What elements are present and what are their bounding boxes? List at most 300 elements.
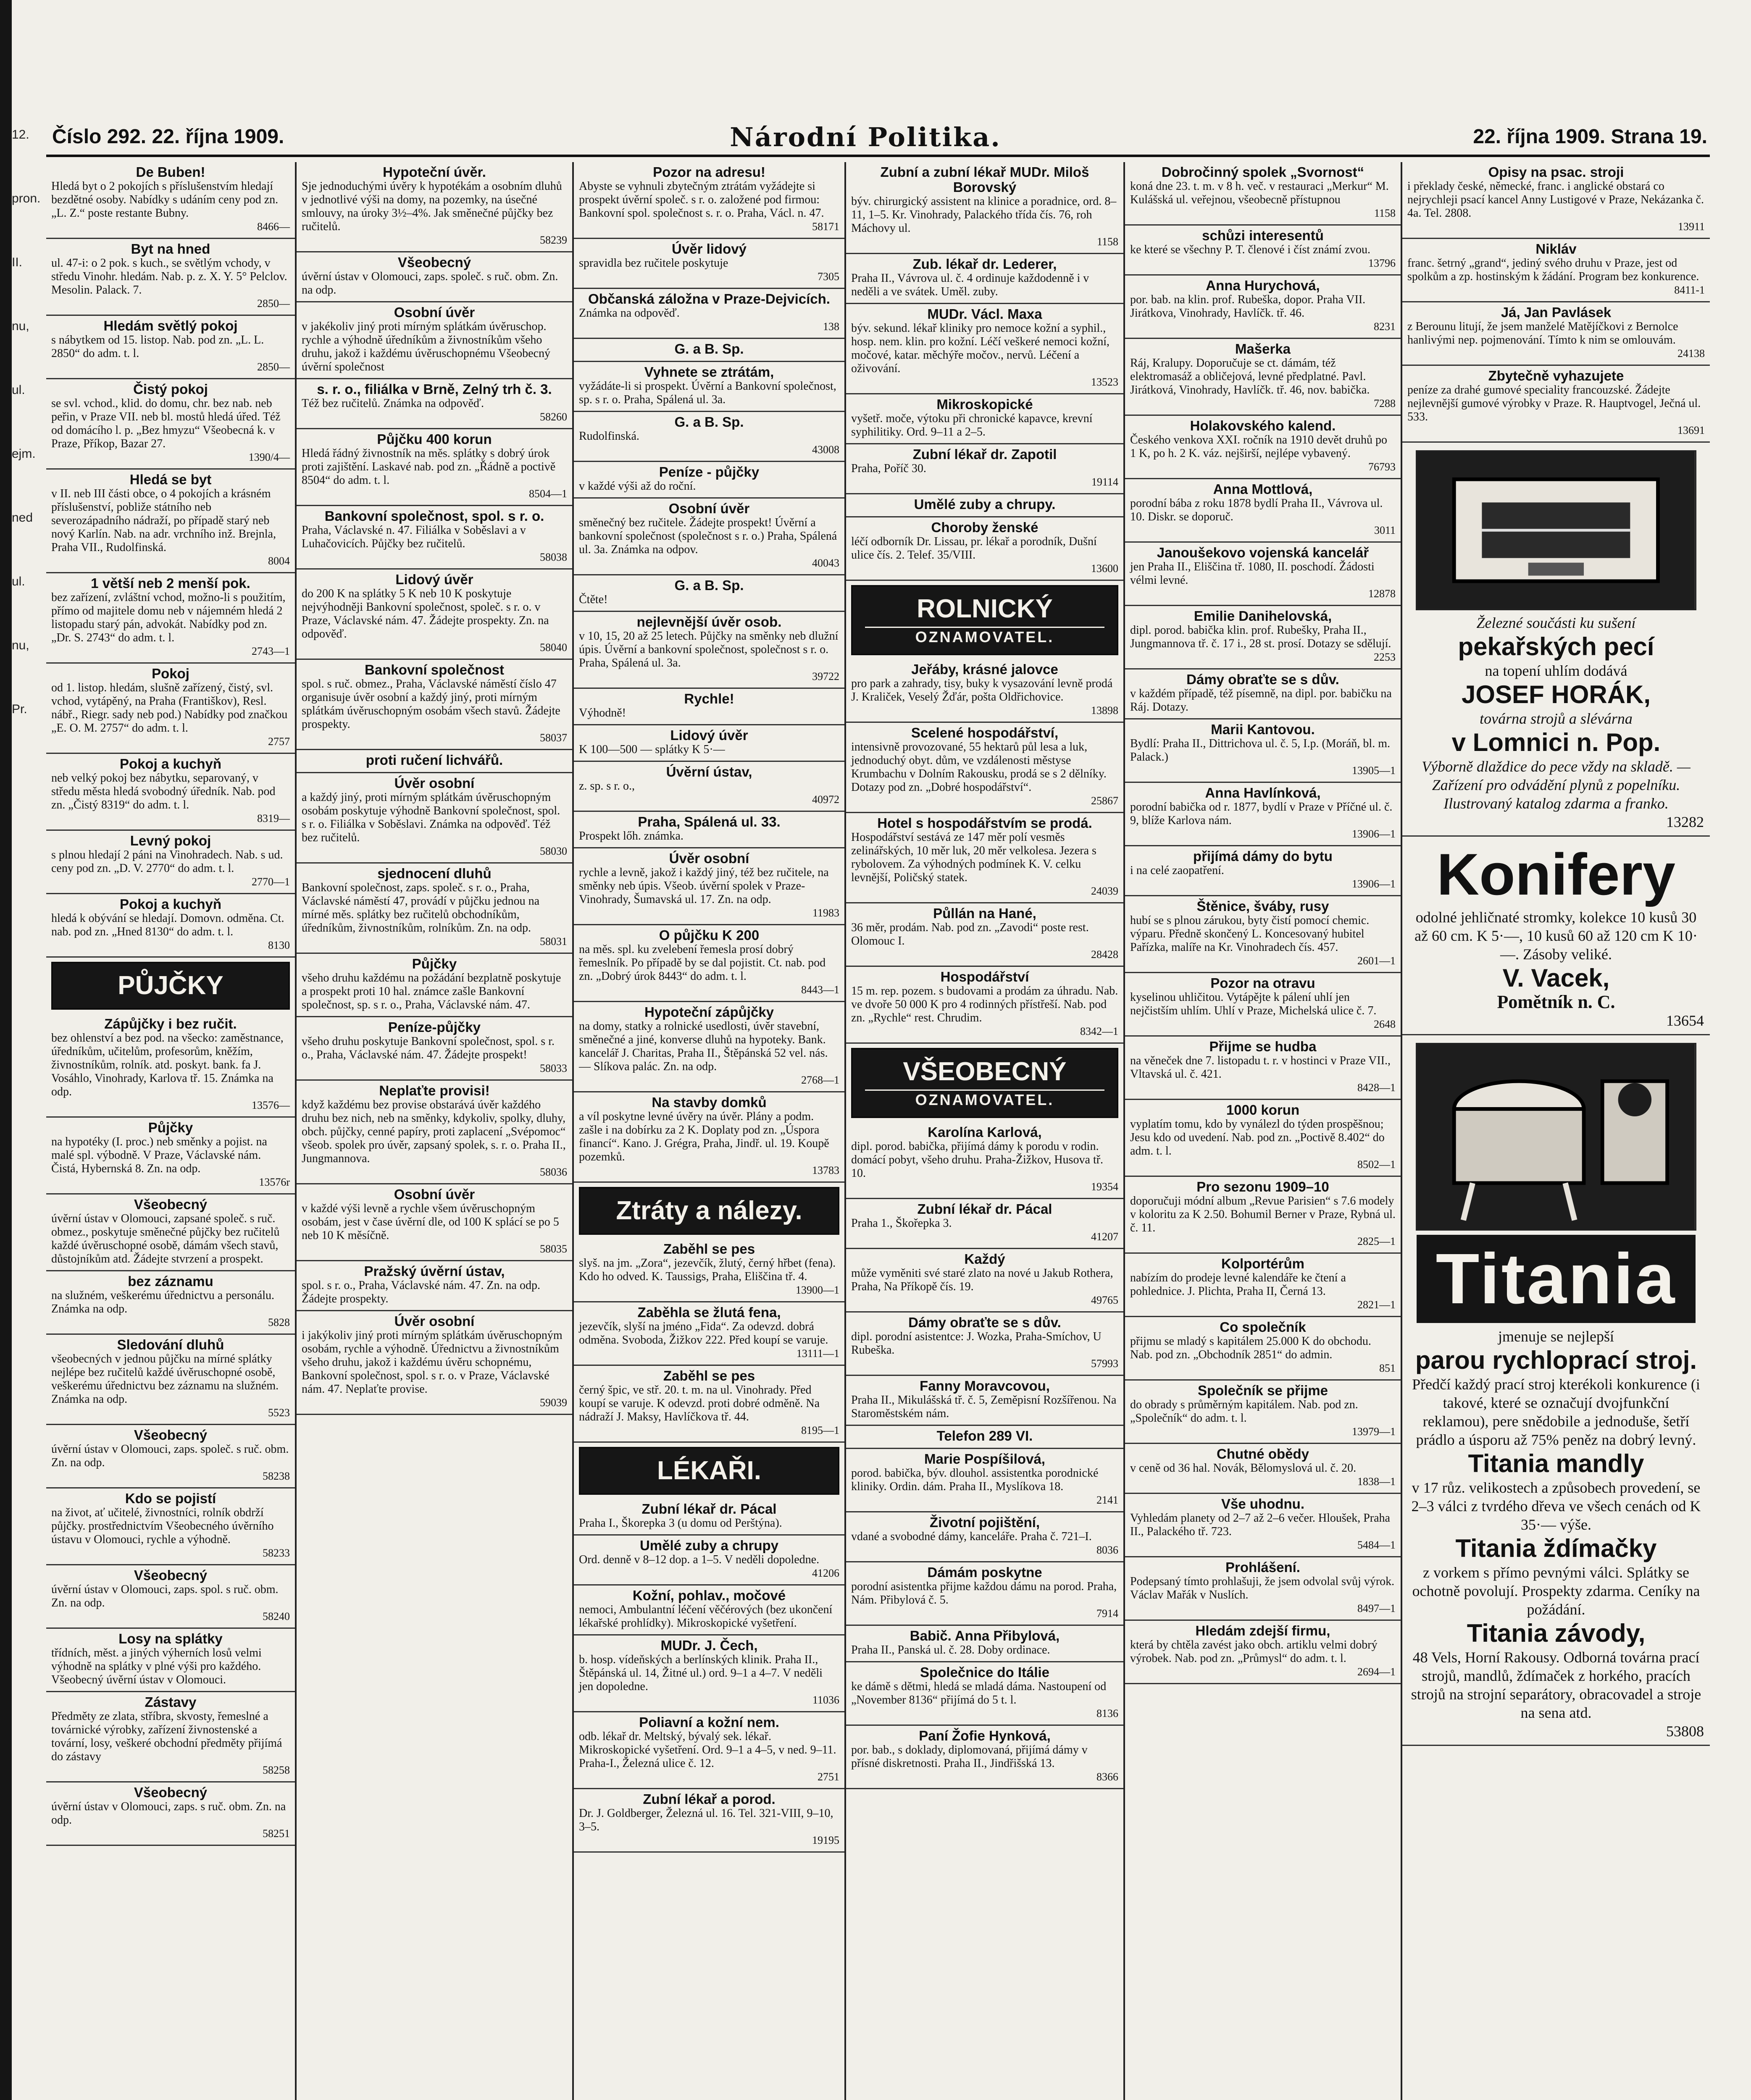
ad-number: 58031 — [540, 935, 567, 948]
classified-ad — [46, 1271, 295, 1335]
ad-headline: Karolína Karlová, — [928, 1124, 1042, 1140]
ad-headline: Anna Havlínková, — [1205, 785, 1321, 801]
ad-headline: Hledám zdejší firmu, — [1195, 1623, 1330, 1638]
ad-headline: Holakovského kalend. — [1190, 418, 1336, 433]
ad-headline: MUDr. J. Čech, — [660, 1638, 758, 1653]
classified-ad — [46, 754, 295, 831]
ad-number: 1158 — [1374, 207, 1396, 219]
classified-ad — [46, 239, 295, 316]
ad-headline: Bankovní společnost, spol. s r. o. — [324, 508, 544, 524]
ad-text: směnečný bez ručitele. Žádejte prospekt! Úvěrní a bankovní společnost (společnost s r. o.) Praha, Spálená ul. 3a. Známka na odpov. — [579, 516, 837, 556]
ad-headline: Všeobecný — [397, 255, 471, 270]
ad-number: 138 — [823, 320, 839, 333]
ad-number: 58038 — [540, 551, 567, 563]
ad-number: 58030 — [540, 845, 567, 857]
classified-ad — [297, 252, 572, 302]
ad-headline: Jeřáby, krásné jalovce — [911, 662, 1058, 677]
classified-ad — [846, 1512, 1123, 1562]
ad-headline: schůzi interesentů — [1202, 228, 1324, 243]
ad-headline: Společník se přijme — [1198, 1383, 1328, 1398]
ad-number: 2648 — [1374, 1018, 1396, 1030]
ad-headline: Pokoj a kuchyň — [119, 756, 222, 772]
ad-text: ke dámě s dětmi, hledá se mladá dáma. Nastoupení od „November 8136“ přijímá do 5 t. l. — [851, 1680, 1107, 1706]
ad-text: spol. s ruč. obmez., Praha, Václavské náměstí číslo 47 organisuje úvěr osobní a každý jiný, proti mírným splátkám úvěruschopným osobám všech stavů. Žádejte prospekty. — [302, 677, 560, 731]
ad-number: 57993 — [1091, 1357, 1118, 1370]
ad-number: 8319— — [257, 812, 290, 824]
advert-line: pekařských pecí — [1458, 632, 1654, 661]
classified-ad — [297, 864, 572, 954]
ad-number: 13796 — [1368, 257, 1396, 269]
advert-line: parou rychloprací stroj. — [1415, 1346, 1697, 1375]
ad-text: v II. neb III části obce, o 4 pokojích a krásném příslušenství, pobliže státního neb severozápadního nádraží, po případě starý neb nový Karlín. Nab. na adr. vrchního inž. Brejnla, Praha VII., Rudolfinská. — [51, 487, 276, 554]
ad-number: 58036 — [540, 1166, 567, 1178]
ad-headline: G. a B. Sp. — [674, 341, 744, 357]
oven-illustration-frame — [1416, 450, 1696, 610]
ad-headline: Osobní úvěr — [668, 501, 750, 516]
ad-number: 13906—1 — [1352, 828, 1396, 840]
ad-headline: Zbytečně vyhazujete — [1488, 368, 1624, 383]
classified-ad — [297, 302, 572, 379]
newspaper-page — [46, 122, 1710, 2100]
ad-text: s plnou hledají 2 páni na Vinohradech. Nab. s ud. ceny pod zn. „D. V. 2770“ do adm. t. l. — [51, 848, 283, 875]
classified-ad — [846, 723, 1123, 813]
ad-headline: Kožní, pohlav., močové — [632, 1588, 786, 1603]
ad-headline: Opisy na psac. stroji — [1488, 164, 1624, 180]
ad-number: 8004 — [268, 555, 290, 567]
ad-text: Praha II., Vávrova ul. č. 4 ordinuje každodenně i v neděli a ve svátek. Uměl. zuby. — [851, 272, 1089, 298]
ad-text: může vyměniti své staré zlato na nové u Jakub Rothera, Praha, Na Příkopě čís. 19. — [851, 1267, 1113, 1293]
edge-fragment: nu, — [12, 319, 29, 333]
ad-number: 2825—1 — [1357, 1235, 1396, 1247]
ad-text: která by chtěla zavést jako obch. artiklu velmi dobrý výrobek. Nab. pod zn. „Průmysl“ do adm. t. l. — [1130, 1638, 1378, 1665]
ad-headline: Kdo se pojistí — [125, 1491, 216, 1506]
ad-number: 13600 — [1091, 562, 1118, 575]
ad-headline: Co společník — [1220, 1319, 1306, 1335]
ad-number: 8502—1 — [1357, 1158, 1396, 1171]
classified-ad — [46, 664, 295, 754]
edge-fragment: ned — [12, 511, 33, 525]
ad-text: na hypotéky (I. proc.) neb směnky a pojist. na malé spl. výbodně. V Praze, Václavské nám. Čistá, Hybernská 8. Zn. na odp. — [51, 1135, 267, 1175]
ad-number: 2821—1 — [1357, 1299, 1396, 1311]
classified-ad — [1125, 783, 1401, 846]
classified-ad — [46, 379, 295, 470]
edge-fragment: II. — [12, 255, 23, 269]
classified-ad — [46, 162, 295, 239]
ad-text: všeho druhu poskytuje Bankovní společnost, spol. s r. o., Praha, Václavské nám. 47. Žádejte prospekt! — [302, 1035, 555, 1061]
ad-text: por. bab., s doklady, diplomovaná, přijímá dámy v přísné diskretnosti. Praha II., Jindřišská 13. — [851, 1743, 1088, 1770]
ad-number: 13898 — [1091, 704, 1118, 717]
ad-headline: Peníze - půjčky — [659, 464, 760, 480]
ad-number: 8231 — [1374, 320, 1396, 333]
ad-number: 8036 — [1096, 1544, 1118, 1556]
classified-ad — [574, 762, 844, 812]
classified-ad — [297, 1184, 572, 1261]
ad-number: 24138 — [1677, 347, 1705, 360]
ad-text: všeobecných v jednou půjčku na mírné splátky nejlépe bez ručitelů každé úvěruschopné osobě, veškerému úřednictvu bez záznamu na služném. Známka na odp. — [51, 1352, 279, 1406]
classified-ad — [1125, 846, 1401, 896]
classified-ad — [846, 813, 1123, 903]
ad-text: porod. babička, býv. dlouhol. assistentka porodnické kliniky. Ordin. dám. Praha II., Myslíkova 18. — [851, 1467, 1099, 1493]
ad-headline: Prohlášení. — [1225, 1559, 1300, 1575]
ad-number: 2141 — [1096, 1494, 1118, 1506]
ad-headline: Rychle! — [684, 691, 734, 706]
classified-ad — [574, 1712, 844, 1789]
ad-text: býv. sekund. lékař kliniky pro nemoce kožní a syphil., hosp. nem. klin. pro kožní. Léčí veškeré nemoci kožní, močové, katar. měchýře močov., nervů. Léčení a oživování. — [851, 322, 1110, 375]
ad-number: 1838—1 — [1357, 1475, 1396, 1488]
classified-ad — [846, 1662, 1123, 1726]
classified-ad — [846, 494, 1123, 517]
ad-number: 13654 — [1666, 1012, 1704, 1029]
ad-number: 2768—1 — [801, 1074, 839, 1086]
ad-headline: Každý — [964, 1251, 1005, 1267]
ad-text: franc. šetrný „grand“, jediný svého druhu v Praze, jest od spolkům a zp. hostinským k žádání. Program bez konkurence. — [1407, 257, 1699, 283]
ad-text: dipl. porod. babička klin. prof. Rubešky, Praha II., Jungmannova tř. č. 17 i., 28 st. prosí. Dotazy se sdělují. — [1130, 624, 1391, 650]
ad-text: i jakýkoliv jiný proti mírným splátkám úvěruschopným osobám, rychle a výhodně. Úřednictvu a živnostníkům všeho druhu, jakož i každému úvěru schopnému, Bankovní společnost, spol. s r. o. v Praze, Václavské nám. 47. Neplaťte provise. — [302, 1329, 563, 1396]
ad-number: 2850— — [257, 361, 290, 373]
classified-ad — [574, 499, 844, 575]
ad-text: úvěrní ústav v Olomouci, zaps. s ruč. obm. Zn. na odp. — [51, 1800, 286, 1827]
titania-logo: Titania — [1417, 1235, 1696, 1323]
classified-ad — [574, 925, 844, 1002]
ad-text: a víl poskytne levné úvěry na úvěr. Plány a podm. zašle i na dobírku za 2 K. Doplaty pod zn. „Úspora financí“. Kano. J. Grégra, Praha, Jindř. ul. 19. Koupě pozemků. — [579, 1110, 829, 1163]
advert-line: Železné součásti ku sušení — [1476, 614, 1636, 631]
advert-text: 48 Vels, Horní Rakousy. Odborná továrna prací strojů, mandlů, ždímaček z horkého, pracích strojů na strojní separátory, obracovadel a stroje na sena atd. — [1411, 1649, 1701, 1722]
ad-headline: Osobní úvěr — [394, 304, 475, 320]
classified-ad — [1402, 162, 1710, 239]
ad-number: 28428 — [1091, 948, 1118, 961]
ad-text: jezevčík, slyší na jméno „Fida“. Za odevzd. dobrá odměna. Svoboda, Žižkov 222. Před koupí se varuje. — [579, 1320, 828, 1347]
classified-ad — [46, 1194, 295, 1271]
classified-ad — [574, 162, 844, 239]
ad-headline: Lidový úvěr — [395, 572, 473, 587]
ad-number: 8136 — [1096, 1707, 1118, 1719]
ad-text: léčí odborník Dr. Lissau, pr. lékař a porodník, Dušní ulice čís. 2. Telef. 35/VIII. — [851, 535, 1097, 562]
classified-ad — [846, 1726, 1123, 1789]
classified-ad — [297, 660, 572, 750]
classified-ad — [46, 1118, 295, 1194]
ad-headline: Zápůjčky i bez ručit. — [104, 1016, 237, 1032]
ad-text: Prospekt lőh. známka. — [579, 830, 684, 843]
ad-text: rychle a levně, jakož i každý jiný, též bez ručitele, na směnky neb úpis. Všeob. úvěrní spolek v Praze-Vinohrady, Šumavská ul. 17. Zn. na odp. — [579, 866, 829, 906]
classified-ad — [574, 339, 844, 362]
classified-ad — [846, 517, 1123, 581]
ad-number: 13576— — [252, 1099, 290, 1111]
ad-headline: Hypoteční úvěr. — [383, 164, 486, 180]
advert-text: Předčí každý prací stroj kterékoli konkurence (i takové, které se označují dvojfunkční reklamou), pere snědobile a jednoduše, šetří prádlo a úsporu až 75% peněz na dobrý levný. — [1412, 1376, 1700, 1449]
ad-headline: Zubní lékař dr. Pácal — [642, 1501, 777, 1517]
ad-headline: Všeobecný — [134, 1197, 208, 1212]
ad-text: bez zařízení, zvláštní vchod, možno-li s použitím, přímo od majitele domu neb v nájemném hledá 2 listopadu starý pán, advokát. Nabídky pod zn. „Dr. S. 2743“ do adm. t. l. — [51, 591, 286, 644]
ad-text: Známka na odpověď. — [579, 307, 680, 320]
ad-headline: MUDr. Václ. Maxa — [927, 306, 1042, 322]
ad-text: Bydlí: Praha II., Dittrichova ul. č. 5, I.p. (Moráň, bl. m. Palack.) — [1130, 737, 1390, 764]
ad-headline: Kolportérům — [1221, 1256, 1304, 1271]
ad-number: 13111—1 — [796, 1347, 839, 1360]
advert-place: Pomětník n. C. — [1497, 991, 1615, 1012]
section-banner: VŠEOBECNÝ OZNAMOVATEL. — [851, 1048, 1118, 1118]
classified-ad — [846, 1122, 1123, 1199]
ad-text: koná dne 23. t. m. v 8 h. več. v restauraci „Merkur“ M. Kulášská ul. veřejnou, všeobecně přístupnou — [1130, 180, 1389, 206]
classified-ad — [574, 289, 844, 339]
ad-headline: Umělé zuby a chrupy. — [914, 496, 1056, 512]
classified-ad — [1125, 416, 1401, 479]
classified-ad — [1125, 1494, 1401, 1557]
ad-text: porodní asistentka přijme každou dámu na porod. Praha, Nám. Přibylová č. 5. — [851, 1580, 1117, 1606]
classified-ad — [846, 444, 1123, 494]
ad-headline: Pozor na otravu — [1210, 975, 1315, 991]
ad-number: 24039 — [1091, 885, 1118, 897]
edge-fragment: 12. — [12, 128, 29, 142]
ad-headline: Zaběhla se žlutá fena, — [637, 1305, 781, 1320]
classified-ad — [846, 254, 1123, 304]
ad-headline: Levný pokoj — [130, 833, 211, 848]
ad-headline: Osobní úvěr — [394, 1186, 475, 1202]
classified-ad — [574, 1302, 844, 1366]
ad-text: všeho druhu každému na požádání bezplatně poskytuje a prospekt proti 10 hal. známce zašle Bankovní společnost, sp. s r. o., Praha, Václavské nám. 47. — [302, 971, 561, 1011]
ad-text: Praha II., Panská ul. č. 28. Doby ordinace. — [851, 1643, 1050, 1656]
ad-text: do 200 K na splátky 5 K neb 10 K poskytuje nejvýhodněji Bankovní společnost, společ. s r. o. v Praze, Václavské nám. 47. Žádejte prospekty. Zn. na odpověď. — [302, 587, 549, 640]
ad-text: nemoci, Ambulantní léčení věčérových (bez ukončení lékařské prohlídky). Mikroskopické vyšetření. — [579, 1603, 833, 1630]
classified-ad — [846, 1312, 1123, 1376]
classified-ad — [1125, 606, 1401, 669]
ad-number: 13979—1 — [1352, 1425, 1396, 1438]
ad-text: s nábytkem od 15. listop. Nab. pod zn. „L. L. 2850“ do adm. t. l. — [51, 333, 264, 360]
ad-headline: Úvěr osobní — [394, 775, 475, 791]
edge-fragment: ul. — [12, 575, 25, 588]
ad-text: Hledá řádný živnostník na měs. splátky s dobrý úrok proti zajištění. Laskavé nab. pod zn. „Řádně a poctivě 8504“ do adm. t. l. — [302, 447, 556, 487]
advert-line: továrna strojů a slévárna — [1480, 710, 1633, 727]
classified-ad — [46, 470, 295, 573]
ad-headline: Babič. Anna Přibylová, — [910, 1628, 1060, 1643]
classified-ad — [1125, 669, 1401, 719]
ad-headline: Zubní lékař a porod. — [643, 1791, 776, 1807]
ad-text: pro park a zahrady, tisy, buky k vysazování levně prodá J. Kraliček, Veselý Žďár, pošta Oldřichovice. — [851, 677, 1113, 704]
ad-headline: proti ručení lichvářů. — [365, 752, 503, 768]
ad-text: i překlady české, německé, franc. i anglické obstará co nejrychleji psací kancel Anny Lustigové v Praze, Nekázanka č. 4a. Tel. 2808. — [1407, 180, 1704, 220]
ad-headline: Pokoj a kuchyň — [119, 896, 222, 912]
ad-text: nabízím do prodeje levné kalendáře ke čtení a pohlednice. J. Plichta, Praha II, Černá 13. — [1130, 1271, 1346, 1298]
date-page-number: 22. října 1909. Strana 19. — [1473, 126, 1707, 148]
ad-headline: Scelené hospodářství, — [911, 725, 1059, 740]
section-banner: PŮJČKY — [51, 962, 290, 1010]
ad-number: 40043 — [812, 557, 839, 569]
issue-number-date: Číslo 292. 22. října 1909. — [52, 126, 284, 148]
ad-text: vyšetř. moče, výtoku při chronické kapavce, krevní syphilitiky. Ord. 9–11 a 2–5. — [851, 412, 1093, 438]
ad-text: Předměty ze zlata, stříbra, skvosty, řemeslné a továrnické výrobky, zařízení živnostenské a tovární, losy, veškeré obchodní předměty přijímá do zástavy — [51, 1710, 282, 1763]
ad-number: 12878 — [1368, 588, 1396, 600]
classified-ad — [574, 575, 844, 612]
ad-number: 58258 — [263, 1764, 290, 1776]
ad-text: vyplatím tomu, kdo by vynálezl do týden prospěšnou; Jesu kdo od uvedení. Nab. pod zn. „Poctivě 8.402“ do adm. t. l. — [1130, 1118, 1385, 1158]
classified-ad — [574, 239, 844, 289]
classified-ad — [1125, 1381, 1401, 1444]
classified-ad — [46, 1014, 295, 1118]
classified-ad — [574, 1789, 844, 1853]
ad-number: 2253 — [1374, 651, 1396, 663]
classified-ad — [574, 612, 844, 689]
ad-headline: Paní Žofie Hynková, — [919, 1728, 1051, 1743]
ad-number: 53808 — [1666, 1723, 1704, 1740]
ad-headline: Půjčky — [412, 956, 457, 971]
ad-headline: Úvěr lidový — [672, 241, 747, 257]
ad-text: Českého venkova XXI. ročník na 1910 devět druhů po 1 K, po h. 2 K. váz. nejširší, nejlépe vybavený. — [1130, 433, 1387, 460]
ad-headline: Hledám světlý pokoj — [103, 318, 238, 333]
section-banner-subtitle: OZNAMOVATEL. — [865, 1089, 1104, 1109]
ad-headline: Zubní lékař dr. Pácal — [917, 1201, 1052, 1217]
ad-headline: Dámy obraťte se s dův. — [908, 1315, 1061, 1330]
ad-headline: Choroby ženské — [931, 520, 1039, 535]
ad-text: když každému bez provise obstarává úvěr každého druhu bez nich, neb na směnky, kdykoliv, spolky, dluhy, obch. půjčky, cenné papíry, proti zaplacení „Svépomoc“ všeob. spolek pro úvěr, zapsaný spolek, s. r. o. Praha II., Jungmannova. — [302, 1098, 566, 1165]
ad-headline: Čistý pokoj — [133, 381, 208, 397]
advert-line: Výborně dlaždice do pece vždy na skladě. — Zařízení pro odvádění plynů z popelníku. Ilustrovaný katalog zdarma a franko. — [1422, 758, 1691, 812]
ad-number: 59039 — [540, 1396, 567, 1409]
ad-text: Praha, Václavské n. 47. Filiálka v Soběslavi a v Luhačovicích. Půjčky bez ručitelů. — [302, 524, 526, 550]
ad-text: dipl. porodní asistentce: J. Wozka, Praha-Smíchov, U Rubeška. — [851, 1330, 1102, 1357]
classified-ad — [1125, 1100, 1401, 1177]
ad-text: Praha II., Mikulášská tř. č. 5, Zeměpisní Rozšířenou. Na Staroměstském nám. — [851, 1394, 1117, 1420]
ad-text: K 100—500 — splátky K 5·— — [579, 743, 725, 756]
ad-text: černý špic, ve stř. 20. t. m. na ul. Vinohrady. Před koupí se varuje. K odevzd. proti dobré odměně. Na nádraží J. Maksy, Havlíčkova tř. 44. — [579, 1383, 820, 1423]
classified-ad — [846, 1426, 1123, 1449]
advert-text: z vorkem s přímo pevnými válci. Splátky se ochotně povolují. Prospekty zdarma. Ceníky na požádání. — [1412, 1564, 1700, 1618]
advert-headline: Konifery — [1437, 841, 1675, 907]
ad-number: 5523 — [268, 1407, 290, 1419]
ad-text: spravidla bez ručitele poskytuje — [579, 257, 728, 270]
classified-ad — [1402, 302, 1710, 366]
ad-headline: Mikroskopické — [936, 396, 1033, 412]
ad-headline: Umělé zuby a chrupy — [639, 1538, 779, 1553]
classified-ad — [574, 725, 844, 762]
classified-ad — [297, 162, 572, 252]
advert-line: Titania závody, — [1467, 1619, 1646, 1648]
ad-number: 76793 — [1368, 461, 1396, 473]
ad-text: Ord. denně v 8–12 dop. a 1–5. V neděli dopoledne. — [579, 1553, 820, 1566]
classified-ad — [297, 954, 572, 1017]
ad-headline: Zub. lékař dr. Lederer, — [912, 256, 1057, 272]
ad-number: 11983 — [812, 907, 839, 919]
ad-headline: přijímá dámy do bytu — [1193, 848, 1333, 864]
ad-text: a každý jiný, proti mírným splátkám úvěruschopným osobám poskytuje výhodně Bankovní společnost, spol. s r. o. Filiálka v Soběslavi. Známka na odpověď. Též bez ručitelů. — [302, 791, 560, 844]
ad-number: 40972 — [812, 793, 839, 806]
classified-ad — [297, 1017, 572, 1081]
ad-number: 13906—1 — [1352, 878, 1396, 890]
ad-text: 15 m. rep. pozem. s budovami a prodám za úhradu. Nab. ve dvoře 50 000 K pro 4 rodinných přístřeší. Nab. pod zn. „Rychle“ rest. Chrudim. — [851, 984, 1118, 1024]
column-5 — [1125, 162, 1402, 2100]
advert-firm: V. Vacek, — [1502, 963, 1610, 992]
ad-number: 2751 — [818, 1771, 839, 1783]
classified-ad — [46, 831, 295, 894]
ad-text: jen Praha II., Eliščina tř. 1080, II. poschodí. Žádosti vélmi levné. — [1130, 560, 1375, 587]
ad-number: 2757 — [268, 735, 290, 748]
classified-ad — [297, 429, 572, 506]
ad-headline: Půjčku 400 korun — [377, 431, 492, 447]
ad-number: 7305 — [818, 270, 839, 283]
classified-ad — [1125, 226, 1401, 276]
ad-headline: Dobročinný spolek „Svornost“ — [1161, 164, 1365, 180]
ad-text: Čtěte! — [579, 593, 608, 606]
ad-text: por. bab. na klin. prof. Rubeška, dopor. Praha VII. Jirátkova, Vinohrady, Havlíčk. tř. 46. — [1130, 293, 1366, 320]
classified-ad — [1402, 239, 1710, 302]
ad-headline: Půjčky — [148, 1120, 193, 1135]
ad-number: 58240 — [263, 1610, 290, 1622]
ad-headline: Všeobecný — [134, 1567, 208, 1583]
ad-number: 1390/4— — [248, 451, 290, 463]
ad-headline: Přijme se hudba — [1209, 1039, 1317, 1054]
ad-number: 8411-1 — [1674, 284, 1705, 296]
classified-ad — [297, 1311, 572, 1415]
classified-ad — [46, 1335, 295, 1425]
ad-text: Dr. J. Goldberger, Železná ul. 16. Tel. 321-VIII, 9–10, 3–5. — [579, 1807, 833, 1833]
ad-text: Též bez ručitelů. Známka na odpověď. — [302, 397, 484, 410]
ad-headline: Anna Hurychová, — [1206, 278, 1320, 293]
ad-text: 36 měr, prodám. Nab. pod zn. „Zavodi“ poste rest. Olomouc I. — [851, 921, 1089, 948]
section-banner-subtitle: OZNAMOVATEL. — [865, 627, 1104, 646]
ad-headline: Chutné obědy — [1217, 1446, 1309, 1462]
masthead-title: Národní Politika. — [730, 122, 1001, 152]
ad-number: 58171 — [812, 220, 839, 233]
ad-text: úvěrní ústav v Olomouci, zaps. společ. s ruč. obm. Zn. na odp. — [51, 1443, 289, 1469]
classified-ad — [846, 659, 1123, 723]
ad-text: kyselinou uhličitou. Vytápějte k pálení uhlí jen nejčistším uhlím. Uhlí v Praze, Michelská ulice č. 7. — [1130, 991, 1377, 1017]
ad-number: 58239 — [540, 234, 567, 246]
ad-headline: Neplaťte provisi! — [379, 1083, 490, 1098]
advert-text: v 17 růz. velikostech a způsobech provedení, se 2–3 válci z tvrdého dřeva ve všech cenách od K 35·— výše. — [1411, 1479, 1701, 1533]
ad-text: doporučuji módní album „Revue Parisien“ s 7.6 modely v koloritu za K 2.50. Bohumil Berner v Praze, Rybná ul. č. 11. — [1130, 1194, 1396, 1234]
classified-ad — [846, 1626, 1123, 1662]
ad-number: 13282 — [1666, 813, 1704, 830]
oven-illustration — [1417, 452, 1695, 609]
ad-text: v každé výši levně a rychle všem úvěruschopným osobám, jest v čase úvěrní dle, od 100 K splácí se po 5 neb 10 K měsíčně. — [302, 1202, 559, 1242]
classified-ad — [1125, 1557, 1401, 1621]
ad-headline: Hypoteční zápůjčky — [644, 1004, 774, 1020]
ad-number: 8497—1 — [1357, 1602, 1396, 1614]
ad-number: 19195 — [812, 1834, 839, 1846]
column-1 — [46, 162, 297, 2100]
ad-number: 13900—1 — [796, 1284, 839, 1296]
classified-ad — [46, 894, 295, 958]
washing-machine-illustration — [1417, 1044, 1695, 1229]
ad-headline: Životní pojištění, — [929, 1515, 1040, 1530]
ad-headline: 1 větší neb 2 menší pok. — [91, 575, 250, 591]
ad-text: býv. chirurgický assistent na klinice a poradnice, ord. 8–11, 1–5. Kr. Vinohrady, Palackého třída čís. 76, roh Máchovy ul. — [851, 195, 1117, 235]
edge-fragment: Pr. — [12, 702, 27, 716]
ad-headline: Emilie Danihelovská, — [1194, 608, 1332, 624]
ad-number: 58233 — [263, 1547, 290, 1559]
classified-ad — [1125, 1037, 1401, 1100]
ad-headline: Vyhnete se ztrátám, — [644, 364, 774, 380]
ad-text: v jakékoliv jiný proti mírným splátkám úvěruschop. rychle a výhodně úředníkům a živnostníkům všeho druhu, jakož i každému úvěruschopnému Všeobecný úvěrní společnost — [302, 320, 550, 373]
classified-ad — [574, 1239, 844, 1302]
classified-ad — [846, 967, 1123, 1044]
ad-number: 5484—1 — [1357, 1539, 1396, 1551]
ad-text: z Berounu litují, že jsem manželé Matějíčkovi z Bernolce hanlivými nep. pojmenování. Tímto k nim se omlouvám. — [1407, 320, 1678, 346]
classified-ad — [574, 1586, 844, 1635]
ad-text: na věneček dne 7. listopadu t. r. v hostinci v Praze VII., Vltavská ul. č. 421. — [1130, 1054, 1391, 1081]
classified-ad — [574, 1002, 844, 1092]
ad-text: úvěrní ústav v Olomouci, zapsané společ. s ruč. obmez., poskytuje směnečné půjčky bez ručitelů každé úvěruschopné osobě, dámám všech stavů, důstojníkům atd. Žádejte stvrzení a prospekt. — [51, 1212, 280, 1265]
ad-text: úvěrní ústav v Olomouci, zaps. spol. s ruč. obm. Zn. na odp. — [51, 1583, 279, 1609]
ad-text: na služném, veškerému úřednictvu a personálu. Známka na odp. — [51, 1289, 275, 1315]
ad-headline: Štěnice, šváby, rusy — [1196, 898, 1329, 914]
konifery-advert — [1402, 837, 1710, 1035]
ad-headline: Dámy obraťte se s dův. — [1186, 672, 1339, 687]
ad-number: 8504—1 — [529, 488, 567, 500]
column-6 — [1402, 162, 1710, 2100]
classified-ad — [846, 1562, 1123, 1626]
ad-text: b. hosp. vídeňských a berlínských klinik. Praha II., Štěpánská ul. 14, Žitné ul.) ord. 9–1 a 4–7. V neděli jen dopoledne. — [579, 1653, 823, 1693]
classified-ad — [46, 1488, 295, 1565]
ad-headline: Marie Pospíšilová, — [924, 1451, 1045, 1467]
